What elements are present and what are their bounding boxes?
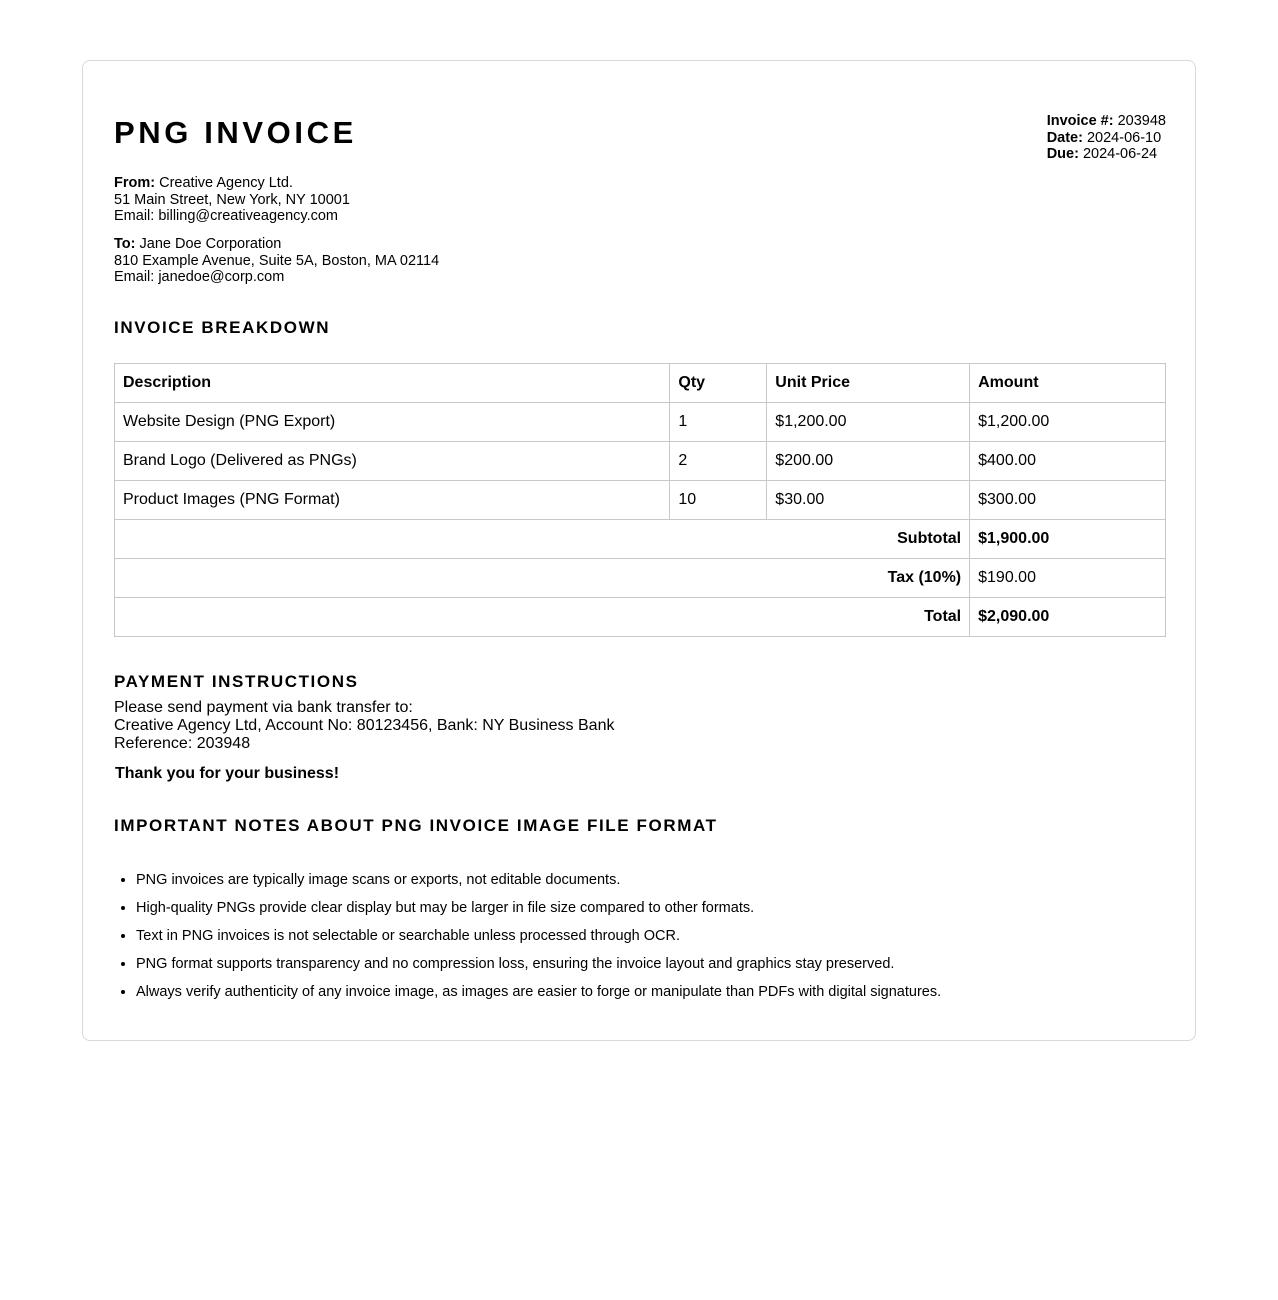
to-email: Email: janedoe@corp.com: [114, 269, 285, 285]
invoice-number: 203948: [1117, 113, 1166, 129]
table-header-row: [115, 364, 1166, 403]
to-address: 810 Example Avenue, Suite 5A, Boston, MA 02114: [114, 252, 440, 269]
thank-you-message: Thank you for your business!: [115, 765, 340, 782]
tax-label: Tax (10%): [115, 559, 970, 598]
breakdown-heading: INVOICE BREAKDOWN: [114, 318, 331, 337]
invoice-number-label: Invoice #:: [1046, 113, 1114, 129]
item-description: Website Design (PNG Export): [115, 403, 670, 442]
item-description: Brand Logo (Delivered as PNGs): [115, 442, 670, 481]
invoice-meta: [1047, 113, 1166, 163]
to-name: Jane Doe Corporation: [139, 236, 282, 252]
payment-line-2: Creative Agency Ltd, Account No: 80123456, Bank: NY Business Bank: [114, 717, 615, 734]
from-label: From:: [114, 175, 156, 191]
subtotal-label: Subtotal: [115, 520, 970, 559]
invoice-card: [82, 60, 1196, 1041]
invoice-items-table: [114, 363, 1166, 637]
invoice-date-label: Date:: [1046, 129, 1083, 146]
list-item: • Text in PNG invoices is not selectable or searchable unless processed through OCR.: [136, 922, 941, 950]
column-header-qty: Qty: [670, 364, 767, 403]
invoice-title: PNG INVOICE: [114, 115, 357, 150]
item-amount: $1,200.00: [970, 403, 1166, 442]
subtotal-value: $1,900.00: [970, 520, 1166, 559]
to-label: To:: [114, 236, 136, 252]
list-item: • PNG invoices are typically image scans or exports, not editable documents.: [136, 866, 941, 894]
item-amount: $300.00: [970, 481, 1166, 520]
invoice-date: 2024-06-10: [1086, 129, 1162, 146]
tax-row: [115, 559, 1166, 598]
from-name: Creative Agency Ltd.: [159, 175, 293, 191]
table-row: [115, 481, 1166, 520]
item-qty: 2: [670, 442, 767, 481]
total-row: [115, 598, 1166, 637]
notes-heading: IMPORTANT NOTES ABOUT PNG INVOICE IMAGE FILE FORMAT: [114, 816, 718, 835]
to-block: [114, 236, 439, 286]
item-unit-price: $30.00: [767, 481, 970, 520]
payment-heading: PAYMENT INSTRUCTIONS: [114, 672, 359, 691]
notes-list: [114, 866, 941, 1006]
item-amount: $400.00: [970, 442, 1166, 481]
payment-reference: Reference: 203948: [114, 735, 251, 752]
invoice-due-label: Due:: [1046, 146, 1079, 162]
tax-value: $190.00: [970, 559, 1166, 598]
invoice-due-line: [1047, 146, 1166, 163]
invoice-date-line: [1047, 130, 1166, 147]
from-email: Email: billing@creativeagency.com: [114, 208, 338, 224]
invoice-due: 2024-06-24: [1082, 146, 1158, 162]
item-unit-price: $200.00: [767, 442, 970, 481]
from-name-line: [114, 175, 350, 192]
from-address: 51 Main Street, New York, NY 10001: [114, 191, 350, 208]
column-header-unit-price: Unit Price: [767, 364, 970, 403]
item-qty: 10: [670, 481, 767, 520]
to-name-line: [114, 236, 439, 253]
payment-line-1: Please send payment via bank transfer to:: [114, 699, 413, 716]
column-header-description: Description: [115, 364, 670, 403]
subtotal-row: [115, 520, 1166, 559]
table-row: [115, 442, 1166, 481]
table-row: [115, 403, 1166, 442]
list-item: • Always verify authenticity of any invoice image, as images are easier to forge or manipulate than PDFs with digital signatures.: [136, 978, 941, 1006]
item-description: Product Images (PNG Format): [115, 481, 670, 520]
total-label: Total: [115, 598, 970, 637]
invoice-number-line: [1047, 113, 1166, 130]
payment-instructions: [114, 699, 614, 753]
from-block: [114, 175, 350, 225]
item-unit-price: $1,200.00: [767, 403, 970, 442]
list-item: • High-quality PNGs provide clear display but may be larger in file size compared to other formats.: [136, 894, 941, 922]
list-item: • PNG format supports transparency and no compression loss, ensuring the invoice layout and graphics stay preserved.: [136, 950, 941, 978]
total-value: $2,090.00: [970, 598, 1166, 637]
column-header-amount: Amount: [970, 364, 1166, 403]
item-qty: 1: [670, 403, 767, 442]
